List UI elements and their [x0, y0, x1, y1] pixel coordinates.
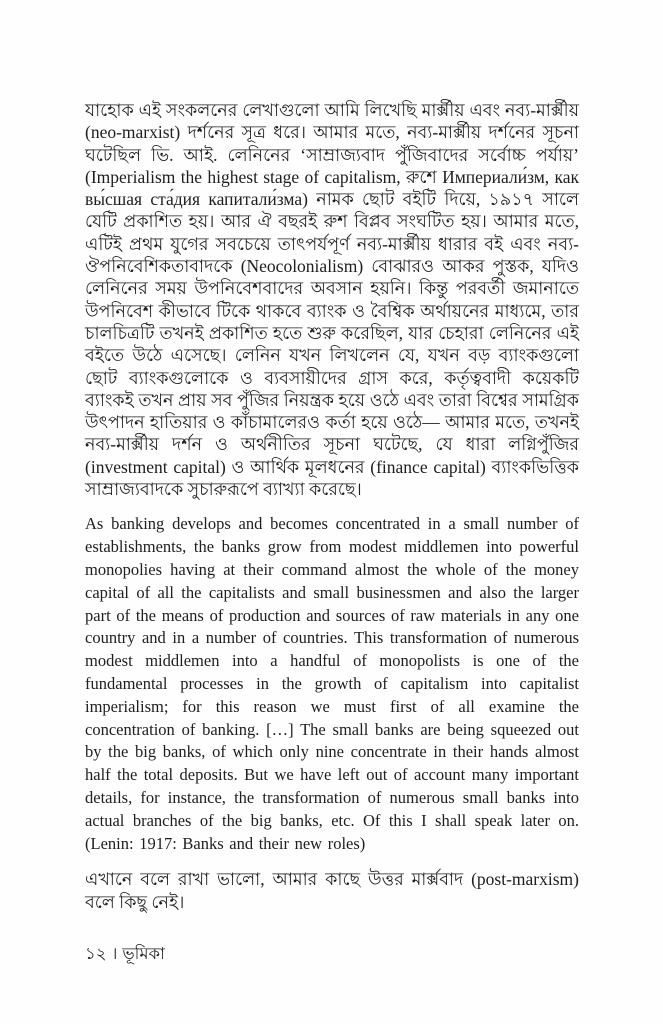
page-footer [85, 943, 165, 965]
footer-separator: । [111, 944, 118, 963]
page-number: ১২ [85, 944, 107, 963]
section-title: ভূমিকা [122, 944, 165, 963]
paragraph-bengali-intro: যাহোক এই সংকলনের লেখাগুলো আমি লিখেছি মার্ক্সীয় এবং নব্য-মার্ক্সীয় (neo-marxist) দর্শনের সূত্র ধরে। আমার মতে, নব্য-মার্ক্সীয় দর্শনের সূচনা ঘটেছিল ভি. আই. লেনিনের ‘সাম্রাজ্যবাদ পুঁজিবাদের সর্বোচ্চ পর্যায়’ (Imperialism the highest stage of capitalism, রুশে Империали́зм, как вы́сшая ста́дия капитали́зма) নামক ছোট বইটি দিয়ে, ১৯১৭ সালে যেটি প্রকাশিত হয়। আর ঐ বছরই রুশ বিপ্লব সংঘটিত হয়। আমার মতে, এটিই প্রথম যুগের সবচেয়ে তাৎপর্যপূর্ণ নব্য-মার্ক্সীয় ধারার বই এবং নব্য-ঔপনিবেশিকতাবাদকে (Neocolonialism) বোঝারও আকর পুস্তক, যদিও লেনিনের সময় উপনিবেশবাদের অবসান হয়নি। কিন্তু পরবর্তী জমানাতে উপনিবেশ কীভাবে টিকে থাকবে ব্যাংক ও বৈশ্বিক অর্থায়নের মাধ্যমে, তার চালচিত্রটি তখনই প্রকাশিত হতে শুরু করেছিল, যার চেহারা লেনিনের এই বইতে উঠে এসেছে। লেনিন যখন লিখলেন যে, যখন বড় ব্যাংকগুলো ছোট ব্যাংকগুলোকে ও ব্যবসায়ীদের গ্রাস করে, কর্তৃত্ববাদী কয়েকটি ব্যাংকই তখন প্রায় সব পুঁজির নিয়ন্ত্রক হয়ে ওঠে এবং তারা বিশ্বের সামগ্রিক উৎপাদন হাতিয়ার ও কাঁচামালেরও কর্তা হয়ে ওঠে— আমার মতে, তখনই নব্য-মার্ক্সীয় দর্শন ও অর্থনীতির সূচনা ঘটেছে, যে ধারা লগ্নিপুঁজির (investment capital) ও আর্থিক মূলধনের (finance capital) ব্যাংকভিত্তিক সাম্রাজ্যবাদকে সুচারুরূপে ব্যাখ্যা করেছে। [85, 100, 579, 500]
text-block [85, 99, 579, 913]
blockquote-english-lenin: As banking develops and becomes concentrated in a small number of establishments, the banks grow from modest middlemen into powerful monopolies having at their command almost the whole of the money capital of all the capitalists and small businessmen and also the larger part of the means of production and sources of raw materials in any one country and in a number of countries. This transformation of numerous modest middlemen into a handful of monopolists is one of the fundamental processes in the growth of capitalism into capitalist imperialism; for this reason we must first of all examine the concentration of banking. […] The small banks are being squeezed out by the big banks, of which only nine concentrate in their hands almost half the total deposits. But we have left out of account many important details, for instance, the transformation of numerous small banks into actual branches of the big banks, etc. Of this I shall speak later on. (Lenin: 1917: Banks and their new roles) [85, 514, 579, 853]
paragraph-bengali-closing: এখানে বলে রাখা ভালো, আমার কাছে উত্তর মার্ক্সবাদ (post-marxism) বলে কিছু নেই। [85, 869, 579, 912]
